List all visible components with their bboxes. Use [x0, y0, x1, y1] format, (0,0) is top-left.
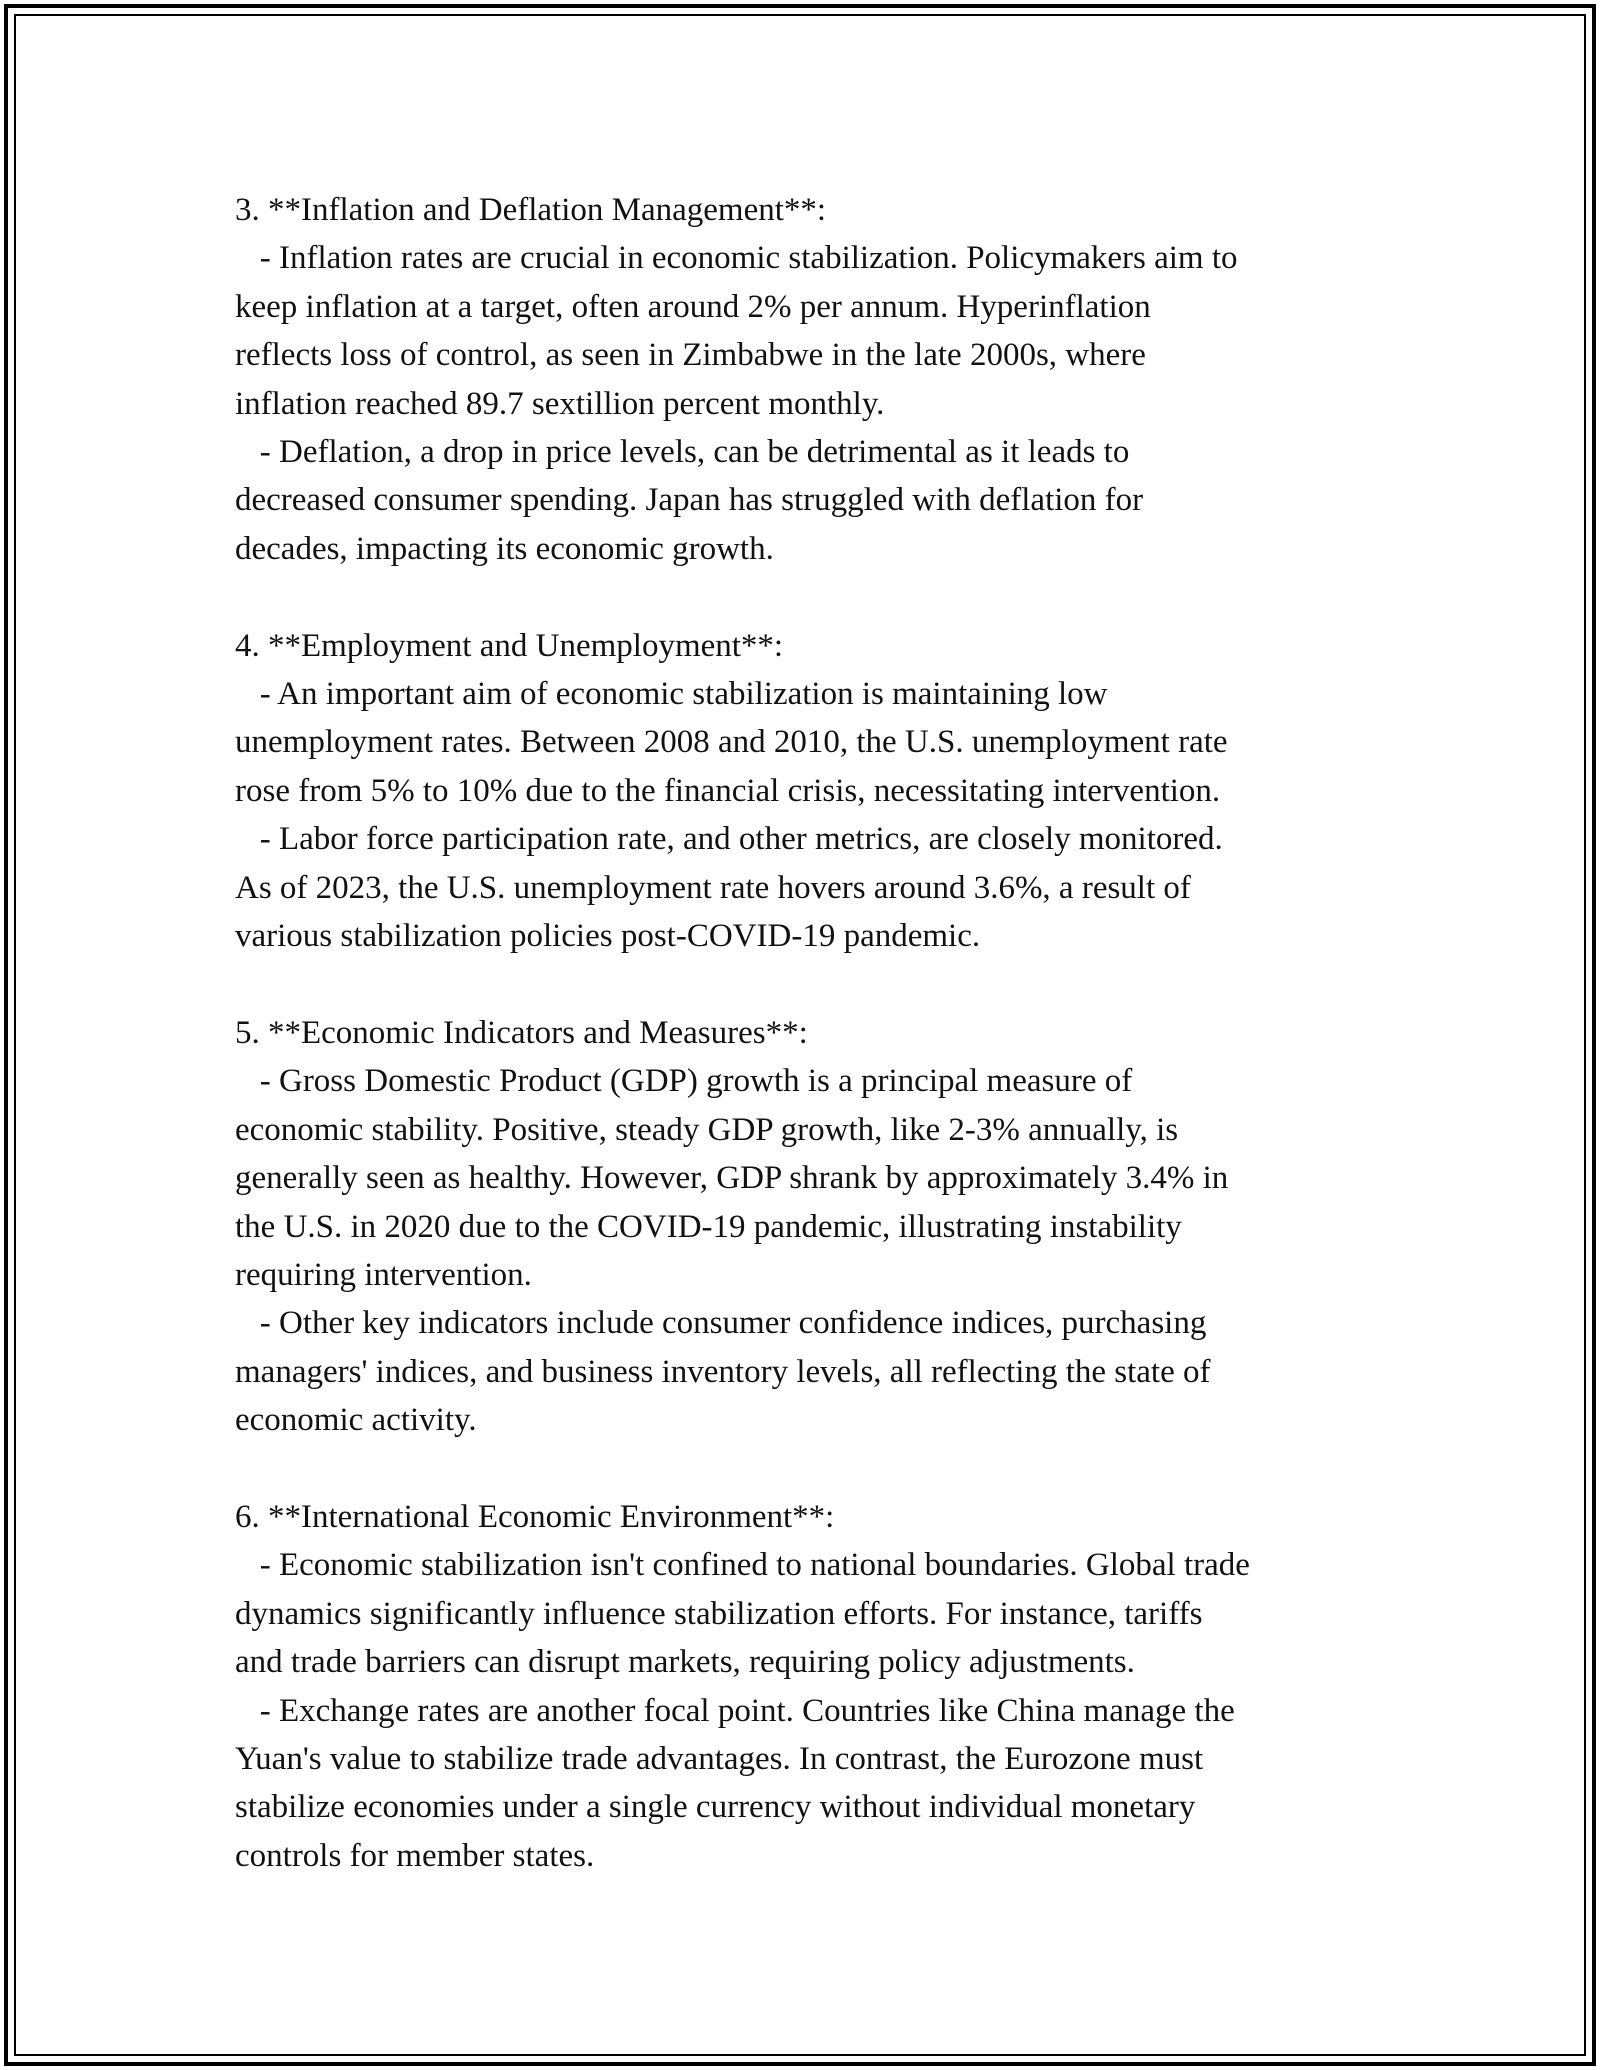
section-employment [235, 622, 1375, 961]
text-line: - Deflation, a drop in price levels, can be detrimental as it leads to [235, 434, 1130, 471]
text-line: requiring intervention. [235, 1256, 532, 1293]
section-inflation-deflation [235, 186, 1375, 573]
text-line: - An important aim of economic stabilization is maintaining low [235, 676, 1108, 713]
text-line: - Other key indicators include consumer confidence indices, purchasing [235, 1305, 1207, 1342]
text-line: - Gross Domestic Product (GDP) growth is a principal measure of [235, 1063, 1133, 1100]
text-line: managers' indices, and business inventory levels, all reflecting the state of [235, 1353, 1211, 1390]
text-line: rose from 5% to 10% due to the financial crisis, necessitating intervention. [235, 772, 1221, 809]
text-line: generally seen as healthy. However, GDP shrank by approximately 3.4% in [235, 1160, 1229, 1197]
section-heading: 3. **Inflation and Deflation Management**: [235, 192, 827, 228]
section-heading: 5. **Economic Indicators and Measures**: [235, 1014, 808, 1051]
text-line: stabilize economies under a single currency without individual monetary [235, 1789, 1196, 1826]
text-line: - Exchange rates are another focal point. Countries like China manage the [235, 1692, 1235, 1729]
text-line: keep inflation at a target, often around 2% per annum. Hyperinflation [235, 288, 1151, 325]
text-line: decreased consumer spending. Japan has struggled with deflation for [235, 482, 1144, 519]
text-line: - Economic stabilization isn't confined to national boundaries. Global trade [235, 1547, 1250, 1584]
text-line: inflation reached 89.7 sextillion percent monthly. [235, 385, 885, 422]
text-line: reflects loss of control, as seen in Zimbabwe in the late 2000s, where [235, 337, 1146, 374]
text-line: Yuan's value to stabilize trade advantages. In contrast, the Eurozone must [235, 1740, 1204, 1777]
section-international-environment [235, 1493, 1375, 1880]
section-heading: 6. **International Economic Environment**: [235, 1498, 835, 1535]
text-line: and trade barriers can disrupt markets, requiring policy adjustments. [235, 1644, 1135, 1681]
text-line: dynamics significantly influence stabilization efforts. For instance, tariffs [235, 1595, 1203, 1632]
text-line: decades, impacting its economic growth. [235, 530, 774, 567]
text-line: - Inflation rates are crucial in economic stabilization. Policymakers aim to [235, 240, 1238, 277]
text-line: the U.S. in 2020 due to the COVID-19 pandemic, illustrating instability [235, 1208, 1182, 1245]
text-line: unemployment rates. Between 2008 and 2010, the U.S. unemployment rate [235, 724, 1228, 761]
section-heading: 4. **Employment and Unemployment**: [235, 627, 784, 664]
section-economic-indicators [235, 1009, 1375, 1445]
text-line: controls for member states. [235, 1837, 595, 1874]
text-line: - Labor force participation rate, and other metrics, are closely monitored. [235, 821, 1223, 858]
text-line: As of 2023, the U.S. unemployment rate hovers around 3.6%, a result of [235, 869, 1191, 906]
text-line: various stabilization policies post-COVID-19 pandemic. [235, 918, 981, 955]
text-line: economic stability. Positive, steady GDP growth, like 2-3% annually, is [235, 1111, 1179, 1148]
text-line: economic activity. [235, 1402, 477, 1439]
document-body [235, 186, 1375, 1880]
